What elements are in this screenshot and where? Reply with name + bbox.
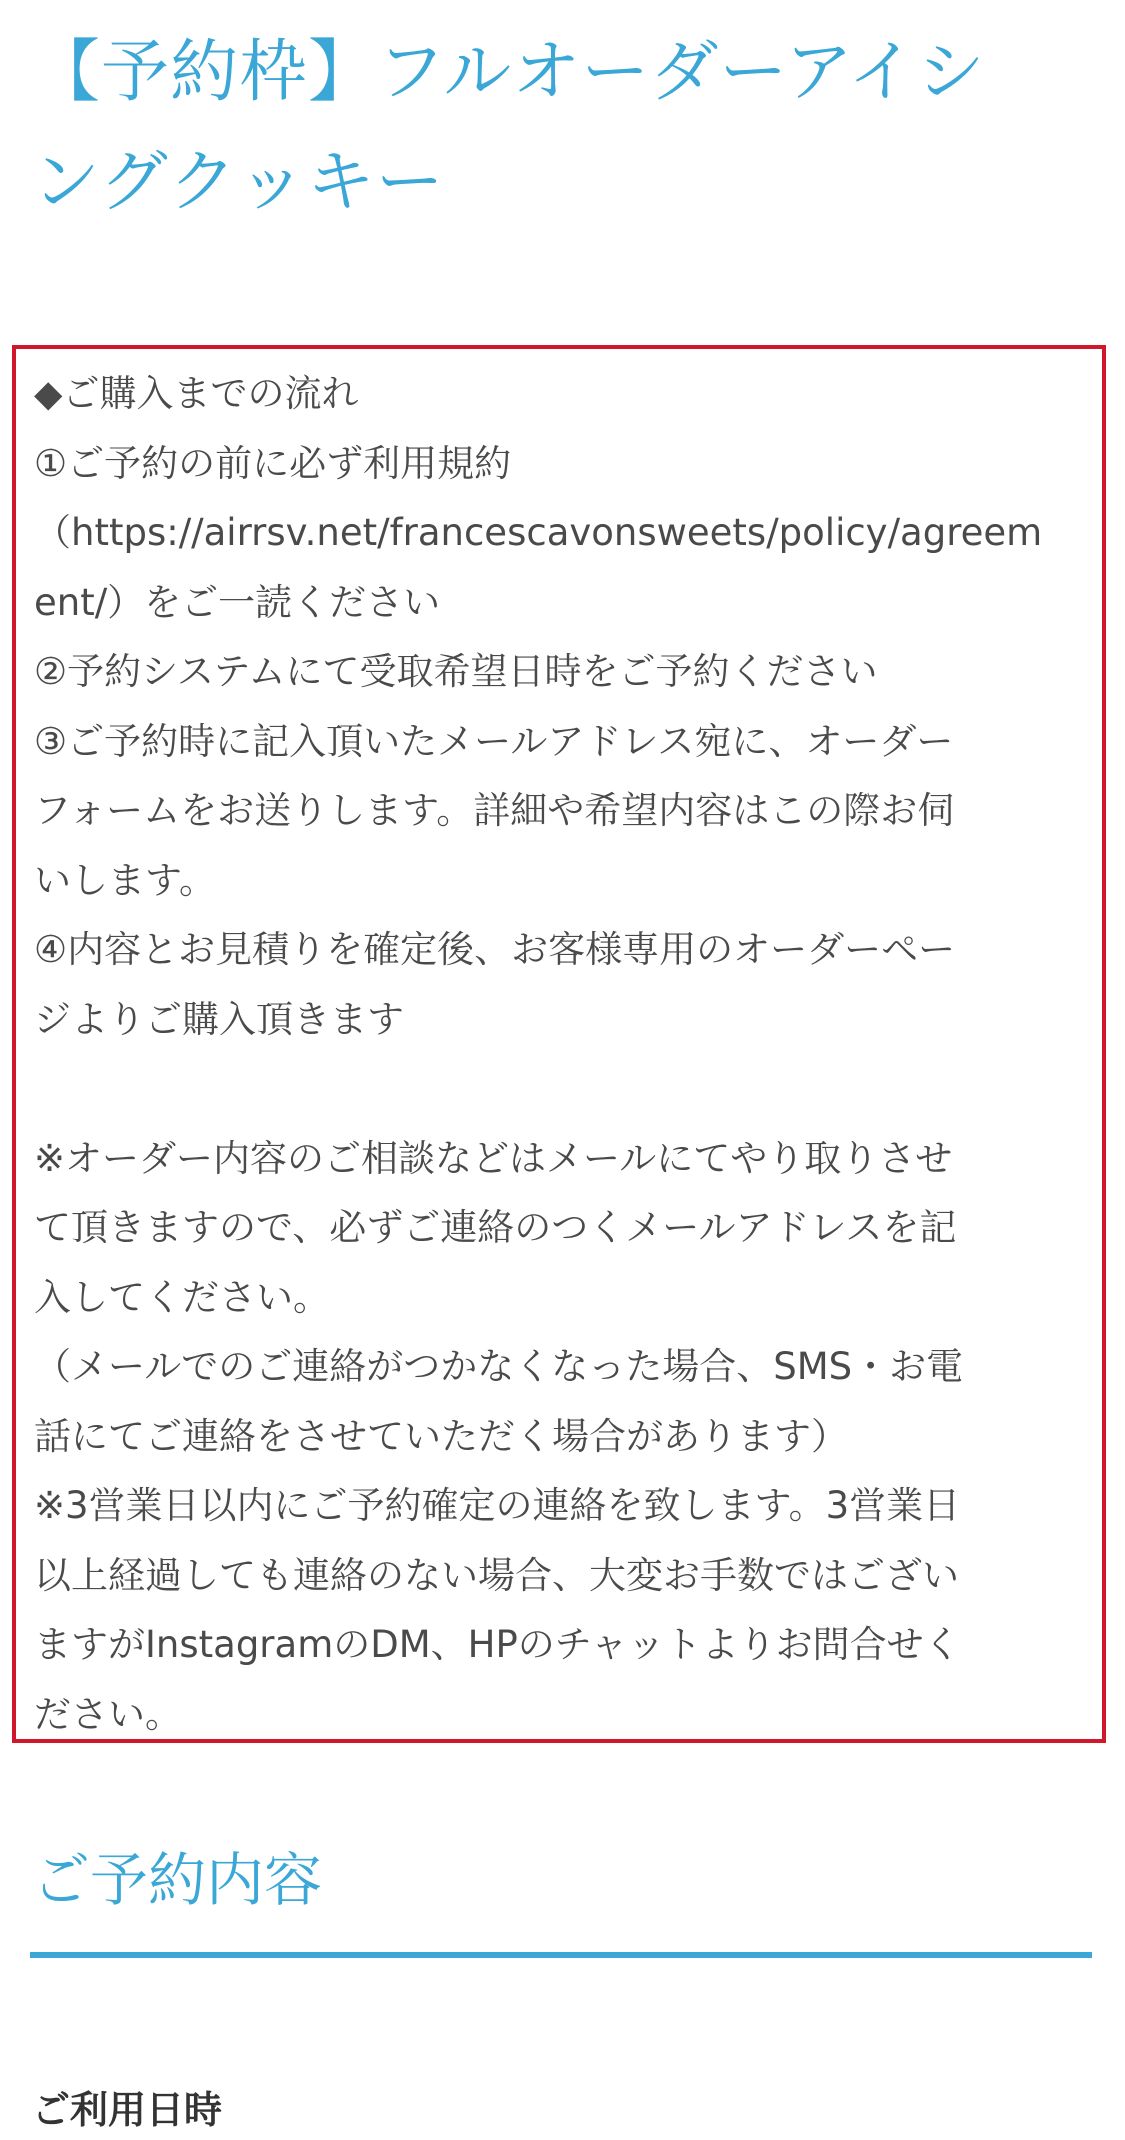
- section-divider: [30, 1952, 1092, 1958]
- page-title: [32, 18, 1092, 238]
- notice-line: 話にてご連絡をさせていただく場合があります）: [34, 1414, 848, 1458]
- notice-line: 入してください。: [34, 1275, 330, 1319]
- notice-blank-line: [34, 1054, 1086, 1124]
- notice-line: ※オーダー内容のご相談などはメールにてやり取りさせ: [34, 1136, 953, 1180]
- terms-link-line-1: （https://airrsv.net/francescavonsweets/policy/agreem: [34, 511, 1043, 554]
- notice-line: ジよりご購入頂きます: [34, 997, 404, 1041]
- notice-line: ②予約システムにて受取希望日時をご予約ください: [34, 650, 878, 693]
- notice-line: て頂きますので、必ずご連絡のつくメールアドレスを記: [34, 1206, 957, 1249]
- page-title-line-1: 【予約枠】フルオーダーアイシ: [32, 33, 986, 112]
- usage-datetime-label: ご利用日時: [32, 2088, 223, 2132]
- notice-line: ますがInstagramのDM、HPのチャットよりお問合せく: [34, 1623, 961, 1666]
- notice-line: ださい。: [34, 1692, 182, 1736]
- notice-line: ③ご予約時に記入頂いたメールアドレス宛に、オーダー: [34, 719, 954, 763]
- notice-line: フォームをお送りします。詳細や希望内容はこの際お伺: [34, 789, 955, 832]
- page-title-line-2: ングクッキー: [32, 143, 445, 222]
- notice-line: 以上経過しても連絡のない場合、大変お手数ではござい: [34, 1553, 959, 1597]
- reservation-section-title: ご予約内容: [32, 1846, 323, 1914]
- terms-link-line-2: ent/）をご一読ください: [34, 580, 441, 624]
- notice-line: ◆ご購入までの流れ: [34, 372, 359, 415]
- notice-line: ※3営業日以内にご予約確定の連絡を致します。3営業日: [34, 1484, 961, 1527]
- notice-line: ①ご予約の前に必ず利用規約: [34, 441, 512, 485]
- notice-line: （メールでのご連絡がつかなくなった場合、SMS・お電: [34, 1345, 964, 1388]
- purchase-flow-notice: [12, 345, 1106, 1743]
- notice-line: いします。: [34, 858, 217, 902]
- notice-line: ④内容とお見積りを確定後、お客様専用のオーダーペー: [34, 928, 956, 971]
